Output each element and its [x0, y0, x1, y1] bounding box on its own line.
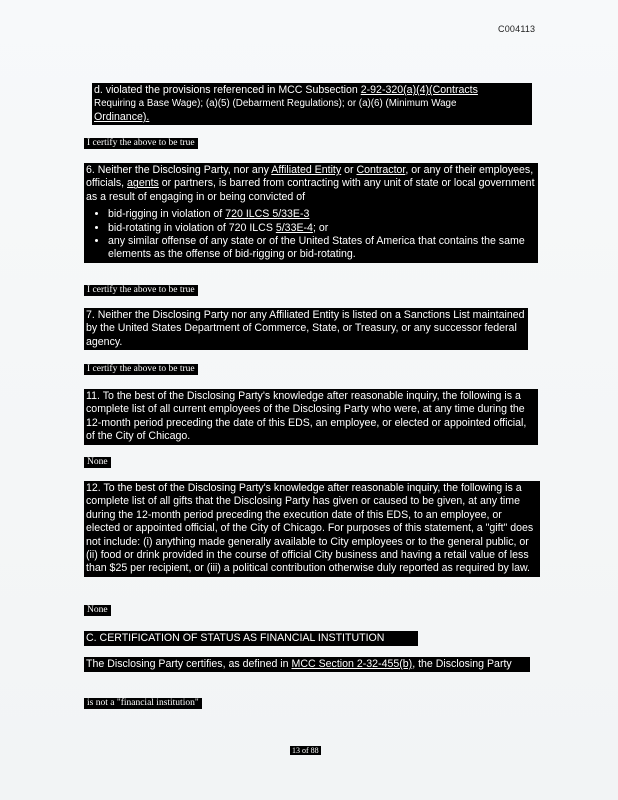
section-11-block	[84, 389, 538, 445]
contractor-link[interactable]: Contractor	[356, 164, 406, 176]
section-d-link[interactable]: 2-92-320(a)(4)(Contracts	[360, 84, 478, 96]
section-12-block	[84, 481, 540, 577]
section-d-text-2: Requiring a Base Wage); (a)(5) (Debarment Regulations); or (a)(6) (Minimum Wage	[94, 98, 457, 110]
section-6-paragraph: 6. Neither the Disclosing Party, nor any Affiliated Entity or Contractor, or any of their employees, officials, agents or partners, is barred from contracting with any unit of state or local government as a result of engaging in or being convicted of	[86, 164, 535, 203]
answer-11: None	[84, 457, 111, 468]
certification-2: I certify the above to be true	[84, 285, 198, 296]
section-c-text: The Disclosing Party certifies, as defined in MCC Section 2-32-455(b), the Disclosing Party	[86, 658, 512, 670]
section-6-block	[84, 163, 538, 263]
list-item: • bid-rotating in violation of 720 ILCS 5/33E-4; or	[108, 222, 536, 235]
document-id: C004113	[498, 24, 536, 34]
list-item: • any similar offense of any state or of the United States of America that contains the same elements as the offense of bid-rigging or bid-rotating.	[108, 235, 536, 262]
mcc-2-32-455-link[interactable]: MCC Section 2-32-455(b)	[291, 658, 413, 670]
affiliated-entity-link[interactable]: Affiliated Entity	[271, 164, 342, 176]
section-11-text: 11. To the best of the Disclosing Party's knowledge after reasonable inquiry, the following is a complete list of all current employees of the Disclosing Party who were, at any time during the 12-month period preceding the date of this EDS, an employee, or elected or appointed official, of the City of Chicago.	[86, 390, 527, 443]
section-c-block	[84, 657, 530, 672]
section-d-block	[92, 83, 532, 125]
section-6-bullet-list	[86, 208, 536, 262]
agents-link[interactable]: agents	[127, 177, 159, 190]
list-item: • bid-rigging in violation of 720 ILCS 5/33E-3	[108, 208, 536, 221]
section-7-text: 7. Neither the Disclosing Party nor any Affiliated Entity is listed on a Sanctions List maintained by the United States Department of Commerce, State, or Treasury, or any successor federal agency.	[86, 309, 525, 348]
section-7-block	[84, 308, 528, 350]
certification-3: I certify the above to be true	[84, 364, 198, 375]
page-number: 13 of 88	[292, 746, 319, 755]
section-d-text-3[interactable]: Ordinance).	[94, 110, 150, 123]
certification-1: I certify the above to be true	[84, 138, 198, 149]
section-c-answer: is not a "financial institution"	[84, 698, 202, 709]
section-d-text-1: d. violated the provisions referenced in MCC Subsection	[94, 84, 361, 96]
ilcs-33e-3-link[interactable]: 720 ILCS 5/33E-3	[225, 208, 310, 221]
section-12-text: 12. To the best of the Disclosing Party's knowledge after reasonable inquiry, the following is a complete list of all gifts that the Disclosing Party has given or caused to be given, at any time during the 12-month period preceding the execution date of this EDS, to an employee, or elected or appointed official, of the City of Chicago. For purposes of this statement, a "gift" does not include: (i) anything made generally available to City employees or to the general public, or (ii) food or drink provided in the course of official City business and having a retail value of less than $25 per recipient, or (iii) a political contribution otherwise duly reported as required by law.	[86, 482, 534, 575]
section-c-heading: C. CERTIFICATION OF STATUS AS FINANCIAL INSTITUTION	[84, 631, 418, 646]
ilcs-33e-4-link[interactable]: 5/33E-4	[275, 221, 313, 234]
answer-12: None	[84, 605, 111, 616]
